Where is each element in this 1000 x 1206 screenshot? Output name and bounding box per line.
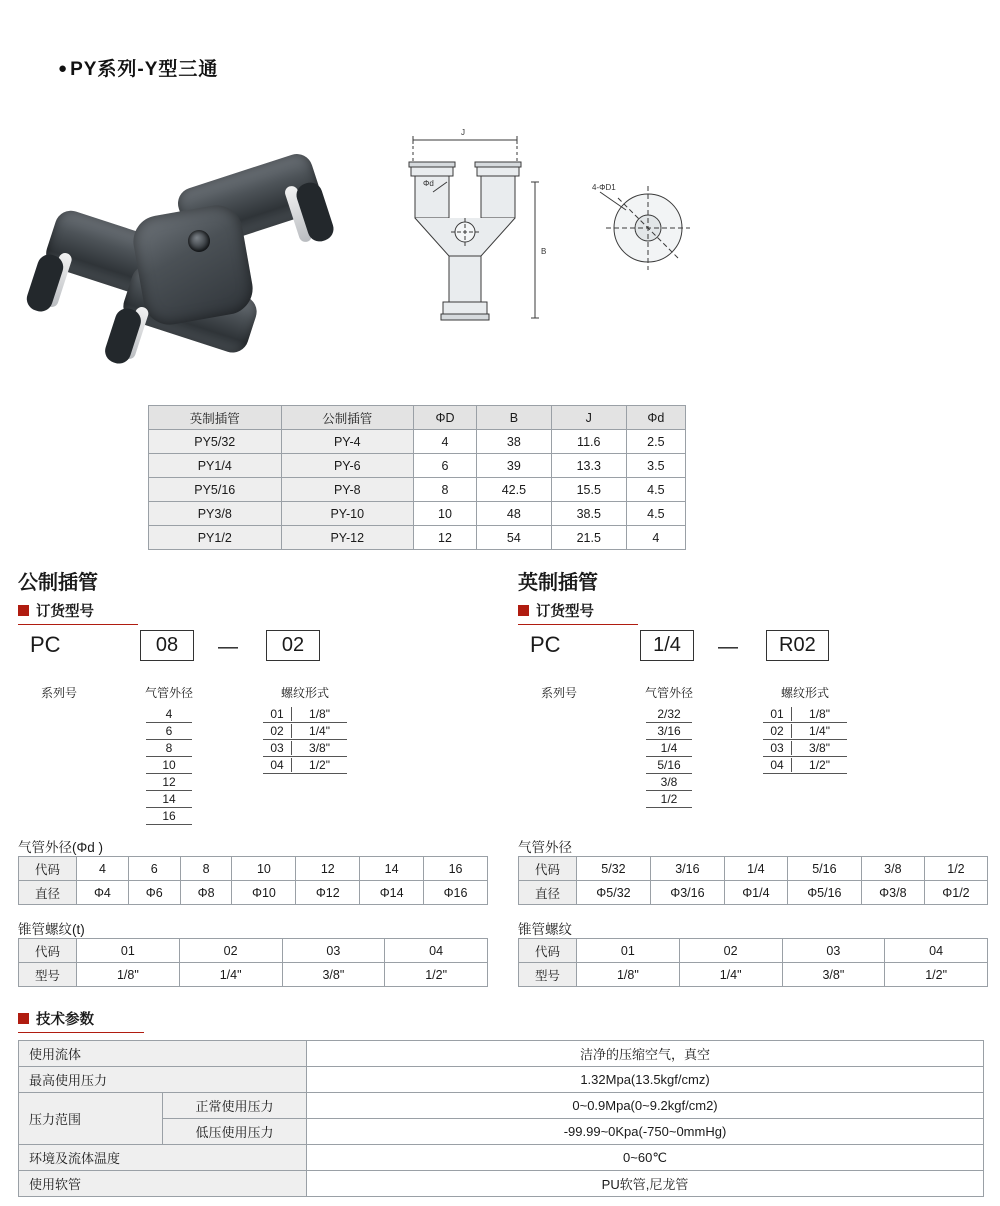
- cell: Φ3/16: [650, 881, 724, 905]
- dim-cell: 4.5: [626, 502, 685, 526]
- dim-cell: 15.5: [551, 478, 626, 502]
- imperial-legend-series: [524, 684, 594, 701]
- metric-thread-code: 02: [266, 630, 320, 661]
- row-label: 直径: [19, 881, 77, 905]
- cell: Φ6: [128, 881, 180, 905]
- cell: Φ8: [180, 881, 232, 905]
- cell: Φ1/2: [924, 881, 987, 905]
- cell: Φ5/16: [787, 881, 861, 905]
- table-row: [19, 857, 488, 881]
- drawing-label-j: J: [461, 128, 465, 137]
- thread-size: 1/2": [791, 758, 847, 772]
- table-row: [519, 939, 988, 963]
- cell: 01: [77, 939, 180, 963]
- table-row: [19, 1145, 984, 1171]
- imperial-thread-table: [518, 938, 988, 987]
- thread-size: 1/2": [291, 758, 347, 772]
- thread-code: 04: [270, 758, 284, 772]
- metric-thread-caption: 螺纹形式: [280, 686, 329, 700]
- square-marker-icon: [18, 1013, 29, 1024]
- cell: 5/16: [787, 857, 861, 881]
- table-row: [519, 881, 988, 905]
- cell: 03: [782, 939, 885, 963]
- dim-cell: PY-4: [281, 430, 414, 454]
- cell: 1/4": [679, 963, 782, 987]
- row-label: 代码: [519, 857, 577, 881]
- tech-value: 1.32Mpa(13.5kgf/cmz): [307, 1067, 984, 1093]
- table-row: [19, 881, 488, 905]
- metric-size-code: 08: [140, 630, 194, 661]
- table-row: [519, 857, 988, 881]
- tech-value: 洁净的压缩空气，真空: [307, 1041, 984, 1067]
- cell: 1/2": [385, 963, 488, 987]
- metric-thread-table-title: 锥管螺纹(t): [18, 922, 85, 937]
- cell: 04: [385, 939, 488, 963]
- thread-size: 3/8": [291, 741, 347, 755]
- metric-legend-series: [24, 684, 94, 701]
- drawing-label-phi-d1: 4-ΦD1: [592, 183, 616, 192]
- list-item: 10: [146, 757, 192, 774]
- imperial-legend-size: [626, 684, 712, 808]
- table-row: [19, 1041, 984, 1067]
- cell: 1/8": [77, 963, 180, 987]
- list-item: [263, 757, 347, 774]
- row-label: 代码: [19, 939, 77, 963]
- table-row: [149, 526, 686, 550]
- dim-cell: PY-12: [281, 526, 414, 550]
- dim-cell: 12: [414, 526, 477, 550]
- dim-cell: PY5/32: [149, 430, 282, 454]
- imperial-order-code-block: [518, 630, 988, 854]
- table-row: [149, 478, 686, 502]
- dim-cell: PY5/16: [149, 478, 282, 502]
- bullet-icon: ●: [58, 60, 69, 77]
- dim-cell: PY3/8: [149, 502, 282, 526]
- dim-cell: 21.5: [551, 526, 626, 550]
- dim-header-cell: J: [551, 406, 626, 430]
- tech-value: -99.99~0Kpa(-750~0mmHg): [307, 1119, 984, 1145]
- imperial-thread-values: [750, 706, 860, 774]
- thread-code: 02: [270, 724, 284, 738]
- cell: 6: [128, 857, 180, 881]
- section-heading-imperial: 英制插管: [518, 572, 598, 594]
- dim-header-cell: ΦD: [414, 406, 477, 430]
- cell: Φ1/4: [724, 881, 787, 905]
- list-item: 1/2: [646, 791, 692, 808]
- page-title-text: PY系列-Y型三通: [70, 59, 219, 80]
- metric-legend-size: [126, 684, 212, 825]
- tech-value: 0~0.9Mpa(0~9.2kgf/cm2): [307, 1093, 984, 1119]
- imperial-size-values: [626, 706, 712, 808]
- table-row: [519, 963, 988, 987]
- dim-cell: 42.5: [476, 478, 551, 502]
- dim-header-cell: Φd: [626, 406, 685, 430]
- dim-cell: 48: [476, 502, 551, 526]
- technical-drawing-end-view: [590, 170, 720, 290]
- cell: 02: [179, 939, 282, 963]
- metric-series-caption: 系列号: [40, 686, 77, 700]
- thread-size: 3/8": [791, 741, 847, 755]
- thread-code: 01: [270, 707, 284, 721]
- imperial-tube-table: [518, 856, 988, 905]
- metric-code-dash: —: [218, 636, 238, 658]
- cell: 8: [180, 857, 232, 881]
- cell: 04: [885, 939, 988, 963]
- metric-tube-table-title: 气管外径(Φd ): [18, 840, 104, 855]
- technical-drawing-front: [385, 122, 575, 372]
- imperial-code-row: [518, 630, 988, 670]
- imperial-thread-table-title: 锥管螺纹: [518, 922, 572, 937]
- subheading-text: 订货型号: [36, 604, 94, 620]
- dimension-table-header-row: [149, 406, 686, 430]
- dim-header-cell: B: [476, 406, 551, 430]
- imperial-tube-table-title: 气管外径: [518, 840, 572, 855]
- imperial-thread-caption: 螺纹形式: [780, 686, 829, 700]
- subheading-tech-params: [18, 1008, 144, 1033]
- dim-cell: 13.3: [551, 454, 626, 478]
- cell: 1/2": [885, 963, 988, 987]
- list-item: 5/16: [646, 757, 692, 774]
- list-item: 8: [146, 740, 192, 757]
- tech-params-table: [18, 1040, 984, 1197]
- list-item: [263, 723, 347, 740]
- cell: Φ5/32: [577, 881, 651, 905]
- cell: 14: [360, 857, 424, 881]
- tech-label: 使用软管: [19, 1171, 307, 1197]
- dim-cell: PY1/2: [149, 526, 282, 550]
- table-row: [19, 1093, 984, 1119]
- dim-cell: 11.6: [551, 430, 626, 454]
- cell: 1/2: [924, 857, 987, 881]
- cell: Φ16: [424, 881, 488, 905]
- list-item: [763, 757, 847, 774]
- cell: Φ14: [360, 881, 424, 905]
- drawing-label-phi-d: Φd: [423, 179, 434, 188]
- dim-cell: 8: [414, 478, 477, 502]
- dim-cell: 4: [626, 526, 685, 550]
- thread-code: 02: [770, 724, 784, 738]
- dim-header-cell: 公制插管: [281, 406, 414, 430]
- dimension-table: [148, 405, 686, 550]
- tech-label: 压力范围: [19, 1093, 163, 1145]
- cell: 1/8": [577, 963, 680, 987]
- subheading-text: 技术参数: [36, 1012, 94, 1028]
- imperial-legend: [518, 684, 988, 854]
- list-item: [763, 740, 847, 757]
- cell: 5/32: [577, 857, 651, 881]
- metric-series-code: PC: [30, 632, 61, 657]
- product-photo: [30, 130, 340, 380]
- imperial-legend-thread: [750, 684, 860, 774]
- cell: 3/8": [282, 963, 385, 987]
- list-item: [763, 723, 847, 740]
- page-title: [58, 54, 218, 81]
- square-marker-icon: [18, 605, 29, 616]
- subheading-text: 订货型号: [536, 604, 594, 620]
- subheading-metric-order-code: [18, 600, 138, 625]
- photo-body: [129, 201, 256, 328]
- list-item: [263, 706, 347, 723]
- product-image-zone: [0, 110, 1000, 380]
- cell: 1/4": [179, 963, 282, 987]
- imperial-thread-code: R02: [766, 630, 829, 661]
- photo-port-hole: [188, 230, 210, 252]
- list-item: 3/16: [646, 723, 692, 740]
- cell: 4: [77, 857, 129, 881]
- table-row: [19, 963, 488, 987]
- metric-size-caption: 气管外径: [144, 686, 193, 700]
- dim-header-cell: 英制插管: [149, 406, 282, 430]
- thread-size: 1/4": [791, 724, 847, 738]
- dim-cell: 39: [476, 454, 551, 478]
- imperial-size-caption: 气管外径: [644, 686, 693, 700]
- row-label: 代码: [19, 857, 77, 881]
- imperial-size-code: 1/4: [640, 630, 694, 661]
- subheading-imperial-order-code: [518, 600, 638, 625]
- cell: 01: [577, 939, 680, 963]
- cell: 10: [232, 857, 296, 881]
- cell: 3/8": [782, 963, 885, 987]
- dim-cell: 38.5: [551, 502, 626, 526]
- table-row: [19, 1067, 984, 1093]
- imperial-code-dash: —: [718, 636, 738, 658]
- list-item: 1/4: [646, 740, 692, 757]
- tech-value: PU软管,尼龙管: [307, 1171, 984, 1197]
- tech-label: 最高使用压力: [19, 1067, 307, 1093]
- list-item: [763, 706, 847, 723]
- list-item: 14: [146, 791, 192, 808]
- cell: 3/8: [861, 857, 924, 881]
- thread-code: 04: [770, 758, 784, 772]
- row-label: 代码: [519, 939, 577, 963]
- dim-cell: 4.5: [626, 478, 685, 502]
- list-item: 4: [146, 706, 192, 723]
- dim-cell: 3.5: [626, 454, 685, 478]
- table-row: [149, 430, 686, 454]
- cell: 12: [296, 857, 360, 881]
- drawing-label-b: B: [541, 247, 547, 256]
- cell: 16: [424, 857, 488, 881]
- metric-legend-thread: [250, 684, 360, 774]
- metric-legend: [18, 684, 488, 854]
- dim-cell: 4: [414, 430, 477, 454]
- table-row: [149, 502, 686, 526]
- dim-cell: PY-10: [281, 502, 414, 526]
- row-label: 型号: [19, 963, 77, 987]
- cell: Φ12: [296, 881, 360, 905]
- thread-size: 1/8": [291, 707, 347, 721]
- dim-cell: 6: [414, 454, 477, 478]
- row-label: 直径: [519, 881, 577, 905]
- row-label: 型号: [519, 963, 577, 987]
- cell: 1/4: [724, 857, 787, 881]
- imperial-series-caption: 系列号: [540, 686, 577, 700]
- table-row: [19, 1171, 984, 1197]
- metric-code-row: [18, 630, 488, 670]
- table-row: [149, 454, 686, 478]
- dim-cell: 2.5: [626, 430, 685, 454]
- list-item: [263, 740, 347, 757]
- tech-label: 使用流体: [19, 1041, 307, 1067]
- cell: 03: [282, 939, 385, 963]
- dim-cell: PY-8: [281, 478, 414, 502]
- cell: 02: [679, 939, 782, 963]
- metric-thread-values: [250, 706, 360, 774]
- cell: Φ3/8: [861, 881, 924, 905]
- dim-cell: PY-6: [281, 454, 414, 478]
- metric-order-code-block: [18, 630, 488, 854]
- thread-size: 1/8": [791, 707, 847, 721]
- metric-tube-table: [18, 856, 488, 905]
- metric-thread-table: [18, 938, 488, 987]
- tech-label: 环境及流体温度: [19, 1145, 307, 1171]
- list-item: 12: [146, 774, 192, 791]
- tech-value: 0~60℃: [307, 1145, 984, 1171]
- list-item: 16: [146, 808, 192, 825]
- square-marker-icon: [518, 605, 529, 616]
- imperial-series-code: PC: [530, 632, 561, 657]
- list-item: 2/32: [646, 706, 692, 723]
- dim-cell: 54: [476, 526, 551, 550]
- dim-cell: 10: [414, 502, 477, 526]
- thread-code: 01: [770, 707, 784, 721]
- thread-code: 03: [270, 741, 284, 755]
- section-heading-metric: 公制插管: [18, 572, 98, 594]
- tech-sublabel: 低压使用压力: [163, 1119, 307, 1145]
- list-item: 6: [146, 723, 192, 740]
- tech-sublabel: 正常使用压力: [163, 1093, 307, 1119]
- metric-size-values: [126, 706, 212, 825]
- table-row: [19, 939, 488, 963]
- list-item: 3/8: [646, 774, 692, 791]
- dim-cell: 38: [476, 430, 551, 454]
- cell: Φ4: [77, 881, 129, 905]
- thread-code: 03: [770, 741, 784, 755]
- cell: Φ10: [232, 881, 296, 905]
- dim-cell: PY1/4: [149, 454, 282, 478]
- cell: 3/16: [650, 857, 724, 881]
- thread-size: 1/4": [291, 724, 347, 738]
- table-row: [19, 1119, 984, 1145]
